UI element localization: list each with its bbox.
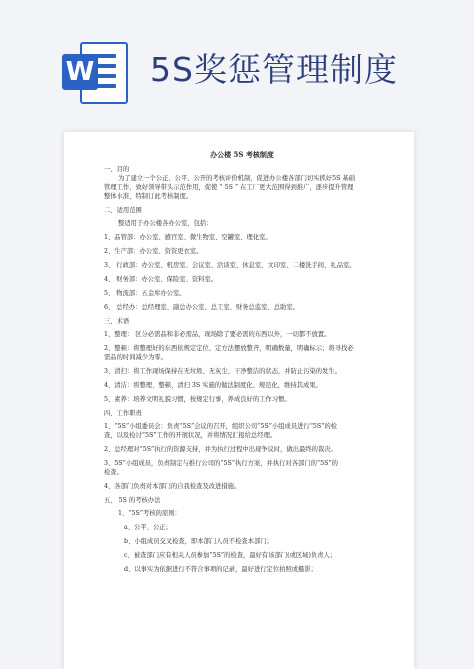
- list-item: 6、 总经办：总经理室、副总办公室、总工室、财务总监室、总助室。: [104, 304, 299, 311]
- section-heading: 四、工作职责: [104, 410, 142, 417]
- paragraph-line: 整体水准，特制订此考核制度。: [104, 193, 193, 200]
- page-header: [0, 0, 474, 118]
- list-item: 5、素养：培养文明礼貌习惯，按规定行事，养成良好的工作习惯。: [104, 396, 291, 403]
- section-heading: 三、术语: [104, 318, 130, 325]
- list-item: 3、 行政部：办公室、机房室、会议室、洽谈室、休息室、文印室、二楼洗手间、礼品室。: [104, 262, 356, 269]
- word-document-icon: [62, 40, 126, 104]
- list-item: d、以事实为依据进行不符合事项的记录，最好进行定位拍照或摄影；: [124, 566, 317, 573]
- list-item: 2、总经理对“5S”执行的资源支持，并为执行过程中出现争议时，做出最终的裁决。: [104, 446, 337, 453]
- list-item: 1、整理： 区分必需品和非必需品，现场除了要必需的东西以外，一切都不放置。: [104, 331, 331, 338]
- document-body: [104, 150, 380, 579]
- document-title: 办公楼 5S 考核制度: [210, 150, 274, 159]
- document-page: [64, 132, 414, 669]
- section-heading: 五、 5S 的考核办法: [104, 497, 161, 504]
- list-item: 5、 物流部：五金库办公室。: [104, 290, 186, 297]
- list-item: 3、清扫：将工作现场保持在无垃圾、无灰尘、干净整洁的状态，并防止污染的发生。: [104, 368, 341, 375]
- list-item: 4、 财务部：办公室、保险室、资料室。: [104, 276, 218, 283]
- paragraph-line: 为了建立一个公正、公平、公开的考核评价机制，促进办公楼各部门切实抓好5S 基础: [118, 175, 356, 182]
- list-item-continued: 需品的时间减少为零。: [104, 354, 167, 361]
- section-heading: 二、适用范围: [104, 207, 142, 214]
- paragraph-line: 整适用于办公楼各办公室，包括：: [118, 220, 213, 227]
- list-item-continued: 检查。: [104, 469, 123, 476]
- list-item: a、公平、公正；: [124, 524, 172, 531]
- paragraph-line: 管理工作，致好领导带头示范作用，促使 “ 5S ” 在工厂更大范围得到推广，逐步提升管理: [104, 184, 354, 191]
- list-item: b、小组成员交叉检查，即本部门人员不检查本部门；: [124, 538, 273, 545]
- subsection-heading: 1、“5S”考核的原则：: [118, 510, 181, 517]
- list-item-continued: 查，以及检讨“5S”工作的开展状况，并将情况汇报给总经理。: [104, 432, 277, 439]
- page-title: 5S奖惩管理制度: [150, 50, 398, 89]
- list-item: 3、5S”小组成员，负责制定与推行公司的“5S”执行方案，并执行对各部门的“5S”的: [104, 460, 338, 467]
- list-item: 4、各部门负责对本部门的自我检查及改进措施。: [104, 483, 241, 490]
- list-item: 1、“5S”小组委员会：负责“5S”会议的召开，组织公司“5S”小组成员进行“5S”的检: [104, 423, 338, 430]
- list-item: c、被查部门应有相关人员参加“5S”的检查，最好有该部门(或区域)负责人；: [124, 552, 337, 559]
- word-icon-badge: W: [62, 54, 98, 90]
- list-item: 2、生产部：办公室、资资更衣室。: [104, 248, 203, 255]
- list-item: 2、整顿：将整理好的东西依规定定位、定方法摆放整齐，明确数量，明确标示；将寻找必: [104, 345, 354, 352]
- list-item: 1、品管部：办公室、感官室、微生物室、空罐室、理化室。: [104, 234, 272, 241]
- section-heading: 一、目的: [104, 166, 130, 173]
- list-item: 4、清洁：将整理、整顿、清扫 3S 实施的做法制度化、规范化，维持其成果。: [104, 382, 322, 389]
